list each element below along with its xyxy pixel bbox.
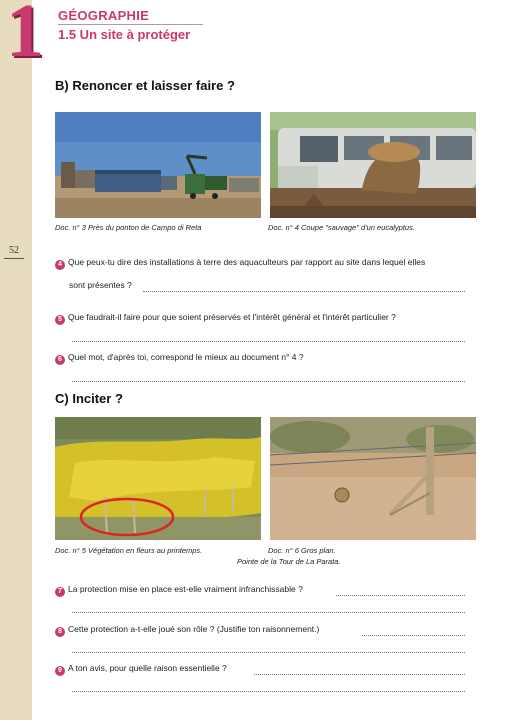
doc56-place-caption: Pointe de la Tour de La Parata.: [237, 557, 341, 566]
doc3-caption: Doc. n° 3 Près du ponton de Campo di Reta: [55, 223, 202, 232]
question-4-line2: sont présentes ?: [69, 280, 132, 290]
question-number-badge: 9: [55, 666, 65, 676]
doc4-caption: Doc. n° 4 Coupe "sauvage" d'un eucalyptus.: [268, 223, 415, 232]
answer-line[interactable]: [72, 611, 465, 613]
subject-title: GÉOGRAPHIE: [58, 8, 150, 23]
question-number-badge: 7: [55, 587, 65, 597]
answer-line[interactable]: [336, 594, 465, 596]
answer-line[interactable]: [72, 380, 465, 382]
question-text: Quel mot, d'après toi, correspond le mieux au document n° 4 ?: [68, 352, 304, 362]
question-7: [55, 584, 303, 597]
lesson-title: 1.5 Un site à protéger: [58, 27, 191, 42]
answer-line[interactable]: [143, 290, 465, 292]
doc3-photo: [55, 112, 261, 218]
question-4: [55, 257, 425, 270]
question-text: La protection mise en place est-elle vraiment infranchissable ?: [68, 584, 303, 594]
doc5-photo: [55, 417, 261, 540]
subject-divider: [58, 24, 203, 25]
question-text: Que peux-tu dire des installations à terre des aquaculteurs par rapport au site dans lequel elles: [68, 257, 426, 267]
question-text: A ton avis, pour quelle raison essentielle ?: [68, 663, 227, 673]
question-text: Que faudrait-il faire pour que soient préservés et l'intérêt général et l'intérêt particulier ?: [68, 312, 396, 322]
question-number-badge: 6: [55, 355, 65, 365]
question-8: [55, 624, 319, 637]
page-number-divider: [4, 258, 24, 259]
doc4-photo: [270, 112, 476, 218]
doc6-caption: Doc. n° 6 Gros plan.: [268, 546, 336, 555]
question-9: [55, 663, 227, 676]
question-text: Cette protection a-t-elle joué son rôle ? (Justifie ton raisonnement.): [68, 624, 320, 634]
answer-line[interactable]: [254, 673, 465, 675]
question-number-badge: 5: [55, 315, 65, 325]
section-c-title: C) Inciter ?: [55, 391, 123, 406]
question-6: [55, 352, 304, 365]
doc6-photo: [270, 417, 476, 540]
answer-line[interactable]: [72, 690, 465, 692]
question-number-badge: 4: [55, 260, 65, 270]
question-5: [55, 312, 396, 325]
answer-line[interactable]: [362, 634, 465, 636]
answer-line[interactable]: [72, 340, 465, 342]
doc5-caption: Doc. n° 5 Végétation en fleurs au printemps.: [55, 546, 203, 555]
page-number: 52: [9, 245, 19, 256]
chapter-number: 1: [6, 0, 44, 73]
section-b-title: B) Renoncer et laisser faire ?: [55, 78, 235, 93]
question-number-badge: 8: [55, 627, 65, 637]
answer-line[interactable]: [72, 651, 465, 653]
